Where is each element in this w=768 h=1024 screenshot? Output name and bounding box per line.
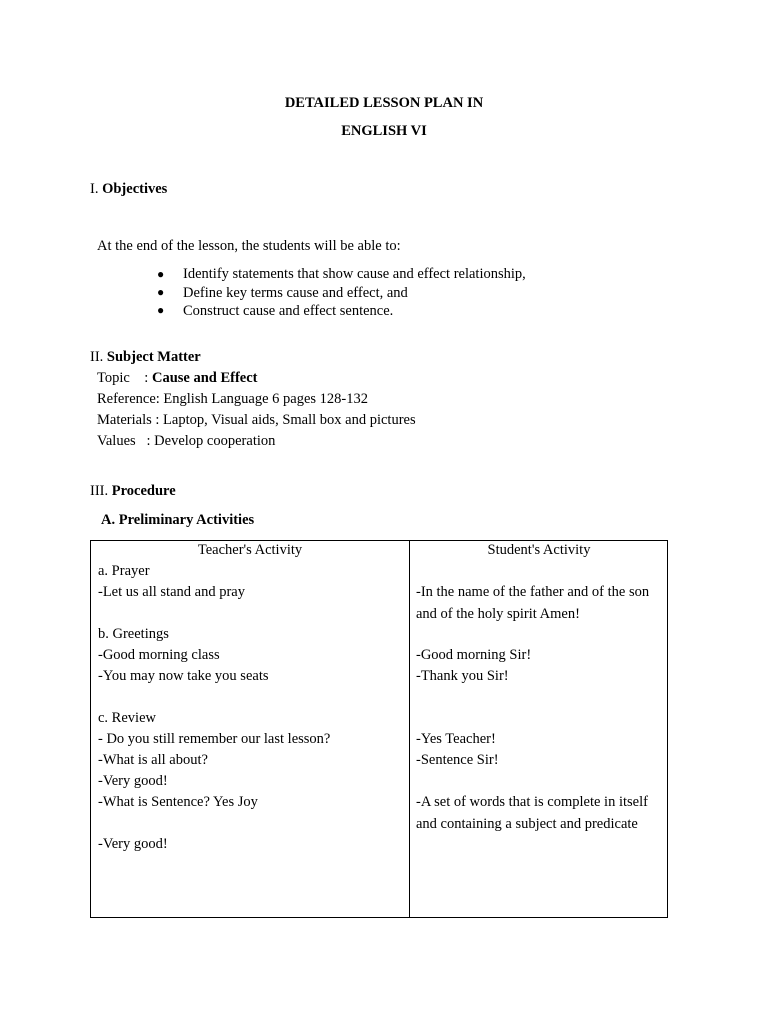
objective-item-1: Identify statements that show cause and effect relationship, <box>183 266 526 282</box>
table-column-divider <box>409 541 410 917</box>
student-line: -Yes Teacher! <box>416 731 496 747</box>
teacher-line: -Let us all stand and pray <box>98 584 245 600</box>
student-line: and containing a subject and predicate <box>416 816 638 832</box>
teacher-line: a. Prayer <box>98 563 150 579</box>
objectives-title: Objectives <box>102 181 168 197</box>
reference-line: Reference: English Language 6 pages 128-132 <box>97 391 368 407</box>
procedure-title: Procedure <box>111 483 176 499</box>
objective-item-3: Construct cause and effect sentence. <box>183 303 394 319</box>
topic-label: Topic : <box>97 370 152 386</box>
activity-table <box>90 540 668 918</box>
document-title-line-1: DETAILED LESSON PLAN IN <box>284 95 484 111</box>
student-line: -Good morning Sir! <box>416 647 532 663</box>
bullet-icon: ● <box>157 285 165 299</box>
student-activity-header: Student's Activity <box>487 542 591 558</box>
subject-matter-title: Subject Matter <box>106 349 201 365</box>
preliminary-activities-heading: A. Preliminary Activities <box>101 512 255 528</box>
topic-value: Cause and Effect <box>151 370 258 386</box>
objectives-heading <box>90 181 167 198</box>
objectives-numeral: I. <box>90 181 99 197</box>
teacher-line: -What is Sentence? Yes Joy <box>98 794 258 810</box>
subject-matter-heading <box>90 349 201 366</box>
objectives-intro: At the end of the lesson, the students will be able to: <box>97 238 401 254</box>
teacher-line: -What is all about? <box>98 752 208 768</box>
teacher-line: -You may now take you seats <box>98 668 269 684</box>
materials-line: Materials : Laptop, Visual aids, Small box and pictures <box>97 412 416 428</box>
teacher-activity-header: Teacher's Activity <box>197 542 303 558</box>
student-line: -Thank you Sir! <box>416 668 509 684</box>
topic-line <box>97 370 258 387</box>
teacher-line: b. Greetings <box>98 626 169 642</box>
teacher-line: -Very good! <box>98 773 168 789</box>
bullet-icon: ● <box>157 267 165 281</box>
procedure-numeral: III. <box>90 483 109 499</box>
student-line: -In the name of the father and of the son <box>416 584 650 600</box>
teacher-line: c. Review <box>98 710 156 726</box>
student-line: -Sentence Sir! <box>416 752 499 768</box>
teacher-line: -Very good! <box>98 836 168 852</box>
bullet-icon: ● <box>157 303 165 317</box>
values-line: Values : Develop cooperation <box>97 433 276 449</box>
document-title-line-2: ENGLISH VI <box>341 123 427 139</box>
student-line: and of the holy spirit Amen! <box>416 606 580 622</box>
student-line: -A set of words that is complete in itself <box>416 794 648 810</box>
subject-matter-numeral: II. <box>90 349 104 365</box>
objective-item-2: Define key terms cause and effect, and <box>183 285 408 301</box>
teacher-line: -Good morning class <box>98 647 220 663</box>
teacher-line: - Do you still remember our last lesson? <box>98 731 331 747</box>
procedure-heading <box>90 483 176 500</box>
